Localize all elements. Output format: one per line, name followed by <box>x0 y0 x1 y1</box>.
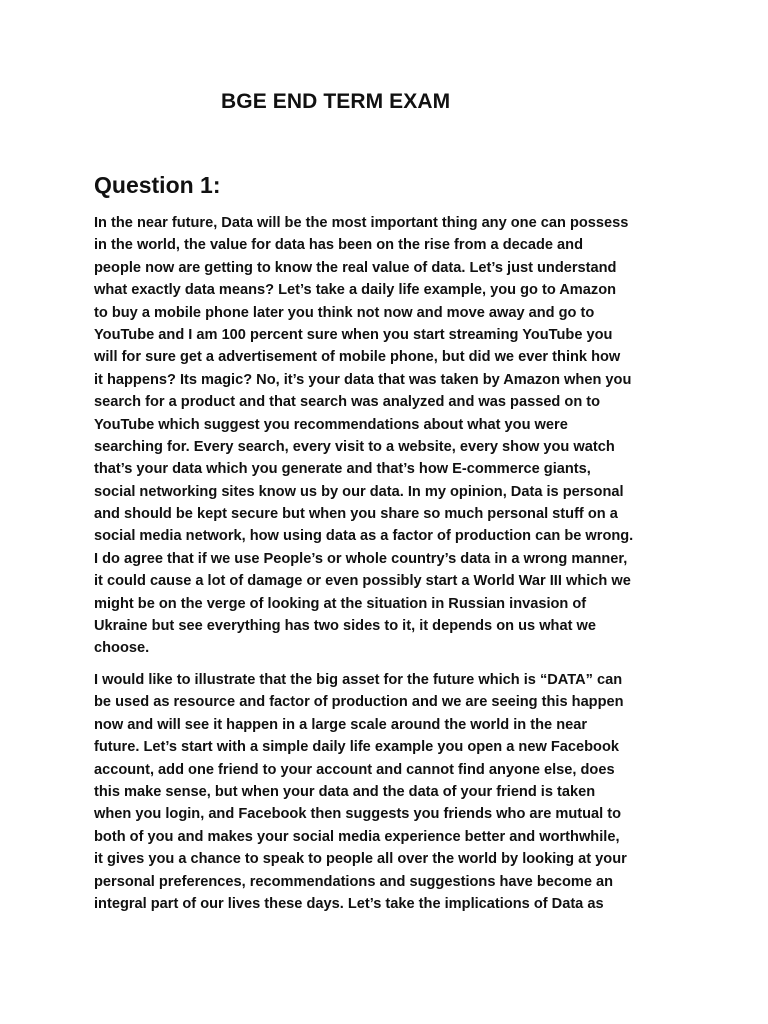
paragraph-line: to buy a mobile phone later you think not now and move away and go to <box>94 304 595 321</box>
paragraph-line: might be on the verge of looking at the situation in Russian invasion of <box>94 595 587 612</box>
paragraph-line: will for sure get a advertisement of mobile phone, but did we ever think how <box>94 349 621 366</box>
paragraph-2 <box>94 669 684 915</box>
paragraph-line: what exactly data means? Let’s take a daily life example, you go to Amazon <box>94 282 617 299</box>
paragraph-line: YouTube which suggest you recommendations about what you were <box>94 416 568 433</box>
paragraph-line: I would like to illustrate that the big asset for the future which is “DATA” can <box>94 672 623 688</box>
paragraph-line: social media network, how using data as a factor of production can be wrong. <box>94 528 634 545</box>
paragraph-line: I do agree that if we use People’s or whole country’s data in a wrong manner, <box>94 550 628 567</box>
paragraph-1 <box>94 212 684 660</box>
paragraph-line: and should be kept secure but when you share so much personal stuff on a <box>94 506 618 523</box>
paragraph-line: integral part of our lives these days. Let’s take the implications of Data as <box>94 895 604 912</box>
paragraph-line: people now are getting to know the real value of data. Let’s just understand <box>94 259 617 276</box>
paragraph-line: account, add one friend to your account and cannot find anyone else, does <box>94 761 615 778</box>
paragraph-line: YouTube and I am 100 percent sure when you start streaming YouTube you <box>94 326 613 343</box>
paragraph-line: future. Let’s start with a simple daily life example you open a new Facebook <box>94 739 619 756</box>
paragraph-line: Ukraine but see everything has two sides to it, it depends on us what we <box>94 618 596 635</box>
paragraph-line: social networking sites know us by our data. In my opinion, Data is personal <box>94 483 624 500</box>
document-title: BGE END TERM EXAM <box>221 90 451 113</box>
paragraph-line: this make sense, but when your data and the data of your friend is taken <box>94 783 596 800</box>
paragraph-line: both of you and makes your social media experience better and worthwhile, <box>94 828 620 845</box>
paragraph-line: it could cause a lot of damage or even possibly start a World War III which we <box>94 573 631 590</box>
paragraph-line: now and will see it happen in a large scale around the world in the near <box>94 716 588 733</box>
paragraph-line: search for a product and that search was analyzed and was passed on to <box>94 394 601 411</box>
paragraph-line: In the near future, Data will be the most important thing any one can possess <box>94 215 629 231</box>
paragraph-line: it gives you a chance to speak to people all over the world by looking at your <box>94 851 627 868</box>
paragraph-line: in the world, the value for data has been on the rise from a decade and <box>94 237 583 254</box>
paragraph-line: be used as resource and factor of production and we are seeing this happen <box>94 694 624 711</box>
paragraph-line: it happens? Its magic? No, it’s your data that was taken by Amazon when you <box>94 371 632 388</box>
paragraph-line: when you login, and Facebook then suggests you friends who are mutual to <box>94 806 622 823</box>
paragraph-line: that’s your data which you generate and that’s how E-commerce giants, <box>94 461 591 478</box>
paragraph-line: choose. <box>94 640 150 657</box>
paragraph-line: searching for. Every search, every visit to a website, every show you watch <box>94 438 615 455</box>
paragraph-line: personal preferences, recommendations and suggestions have become an <box>94 873 614 890</box>
question-heading: Question 1: <box>94 172 221 198</box>
